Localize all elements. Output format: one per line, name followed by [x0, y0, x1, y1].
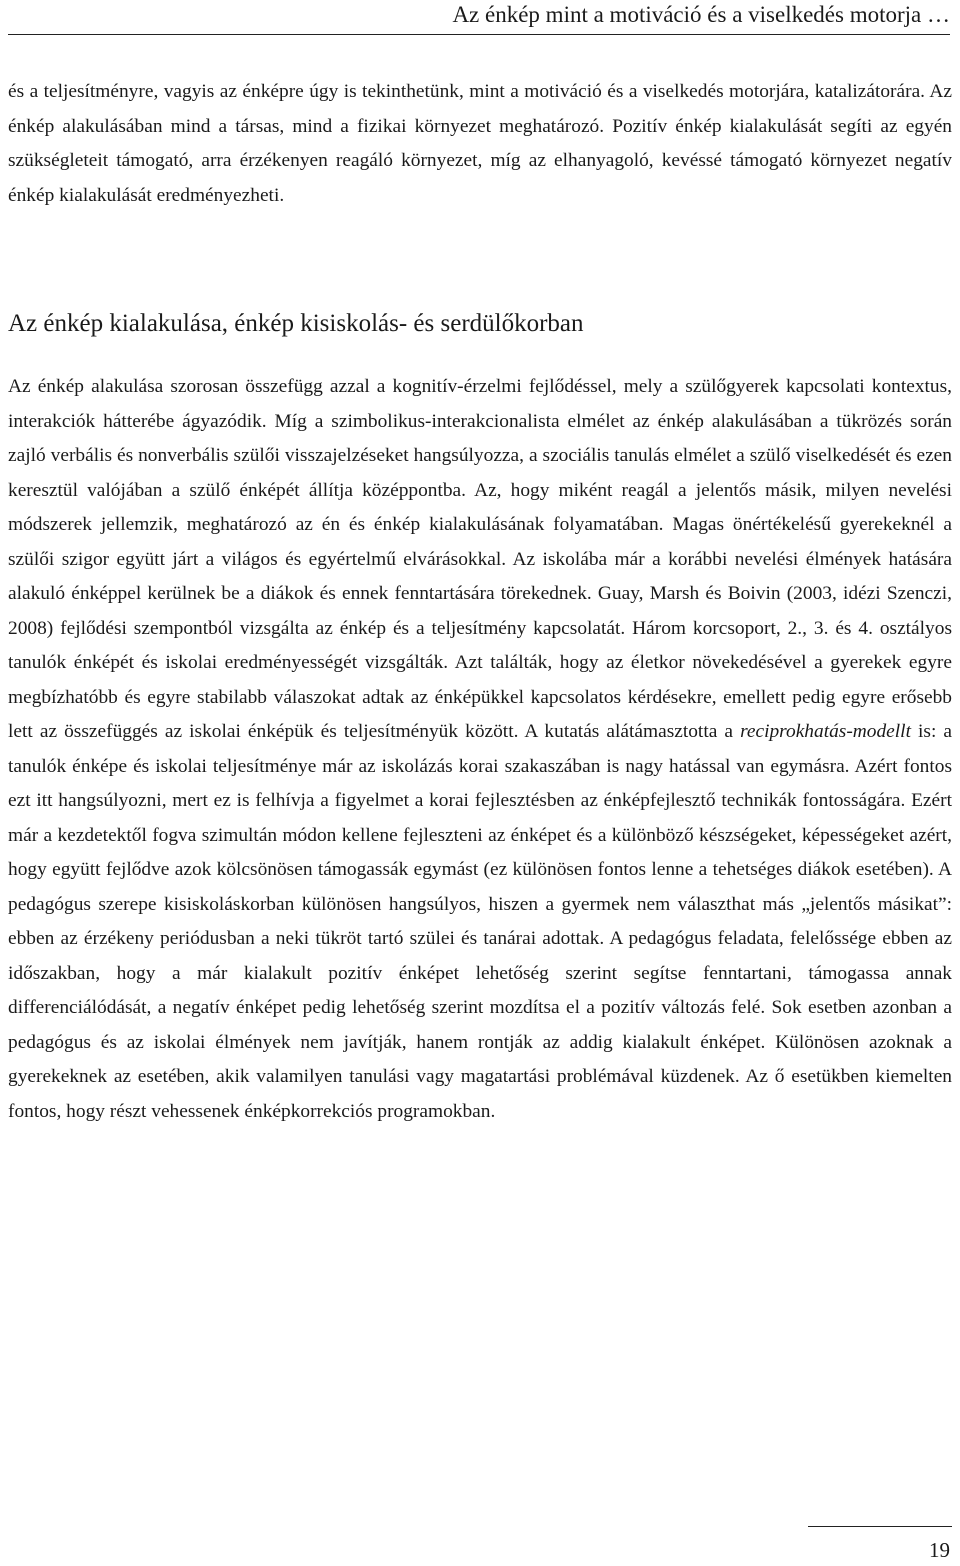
section-heading: Az énkép kialakulása, énkép kisiskolás- és serdülőkorban — [8, 310, 584, 337]
section-text-part-1: Az énkép alakulása szorosan összefügg azzal a kognitív-érzelmi fejlődéssel, mely a szülőgyerek kapcsolati kontextus, interakciók hátterébe ágyazódik. Míg a szimbolikus-interakcionalista elmélet az énkép alakulásában a tükrözés során zajló verbális és nonverbális szülői visszajelzéseket hangsúlyozza, a szociális tanulás elmélet a szülő viselkedését és ezen keresztül valójában a szülő énképét állítja középpontba. Az, hogy miként reagál a jelentős másik, milyen nevelési módszerek jellemzik, meghatározó az én és énkép kialakulásának folyamatában. Magas önértékelésű gyerekeknél a szülői szigor együtt járt a világos és egyértelmű elvárásokkal. Az iskolába már a korábbi nevelési élmények hatására alakuló énképpel kerülnek be a diákok és ennek fenntartására törekednek. Guay, Marsh és Boivin (2003, idézi Szenczi, 2008) fejlődési szempontból vizsgálta az énkép és a teljesítmény kapcsolatát. Három korcsoport, 2., 3. és 4. osztályos tanulók énképét és iskolai eredményességét vizsgálták. Azt találták, hogy az életkor növekedésével a gyerekek egyre megbízhatóbb és egyre stabilabb válaszokat adtak az énképükkel kapcsolatos kérdésekre, emellett pedig egyre erősebb lett az összefüggés az iskolai énképük és teljesítményük között. A kutatás alátámasztotta a — [8, 376, 952, 742]
running-title: Az énkép mint a motiváció és a viselkedés motorja … — [452, 2, 950, 27]
running-header — [8, 0, 950, 35]
page-number: 19 — [929, 1538, 950, 1562]
intro-paragraph: és a teljesítményre, vagyis az énképre úgy is tekinthetünk, mint a motiváció és a viselkedés motorjára, katalizátorára. Az énkép alakulásában mind a társas, mind a fizikai környezet meghatározó. Pozitív énkép kialakulását segíti az egyén szükségleteit támogató, arra érzékenyen reagáló környezet, míg az elhanyagoló, kevéssé támogató környezet negatív énkép kialakulását eredményezheti. — [8, 81, 952, 206]
section-text-part-2: is: a tanulók énképe és iskolai teljesítménye már az iskolázás korai szakaszában is nagy hatással van egymásra. Azért fontos ezt itt hangsúlyozni, mert ez is felhívja a figyelmet a korai fejlesztésben az énképfejlesztő technikák fontosságára. Ezért már a kezdetektől fogva szimultán módon kellene fejleszteni az énképet és a különböző készségeket, képességeket azért, hogy együtt fejlődve azok kölcsönösen támogassák egymást (ez különösen fontos lenne a tehetséges diákok esetében). A pedagógus szerepe kisiskoláskorban különösen hangsúlyos, hiszen a gyermek nem választhat más „jelentős másikat”: ebben az érzékeny periódusban a neki tükröt tartó szülei és tanárai adottak. A pedagógus feladata, felelőssége ebben az időszakban, hogy a már kialakult pozitív énképet lehetőség szerint segítse fenntartani, támogassa annak differenciálódását, a negatív énképet pedig lehetőség szerint mozdítsa el a pozitív változás felé. Sok esetben azonban a pedagógus és az iskolai élmények nem javítják, hanem rontják az addig kialakult énképet. Különösen azoknak a gyerekeknek az esetében, akik valamilyen tanulási vagy magatartási problémával küzdenek. Az ő esetükben kiemelten fontos, hogy részt vehessenek énképkorrekciós programokban. — [8, 721, 953, 1122]
section-paragraph — [8, 370, 952, 1129]
footer-rule — [808, 1526, 952, 1527]
italic-term: reciprokhatás-modellt — [740, 721, 911, 742]
